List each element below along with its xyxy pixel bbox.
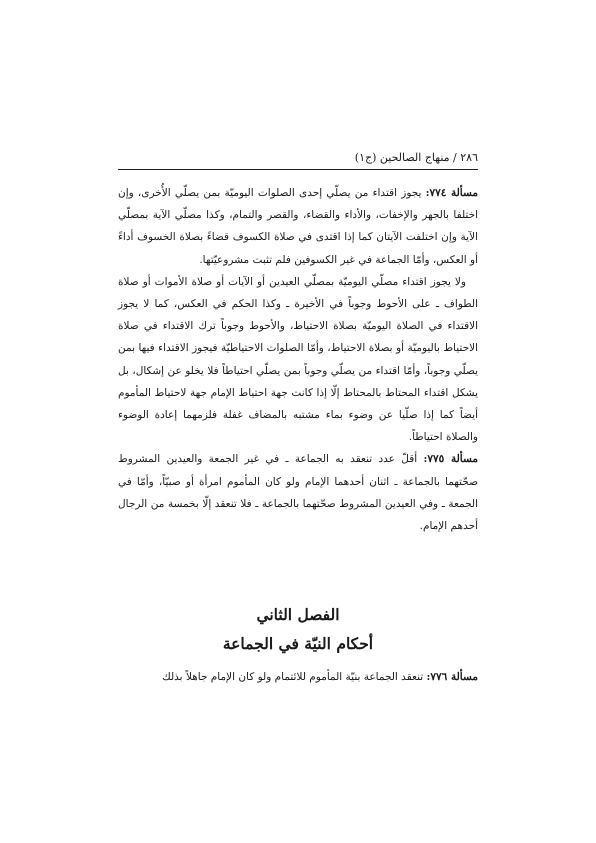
masala-774	[118, 182, 478, 271]
masala-775-text: أقلّ عدد تنعقد به الجماعة ـ في غير الجمعة والعيدين المشروط صحّتهما بالجماعة ـ اثنان أحدهما الإمام ولو كان المأموم امرأة أو صبيّاً، وأمّا في الجمعة ـ وفي العيدين المشروط صحّتهما بالجماعة ـ فلا تنعقد إلّا بخمسة من الرجال أحدهم الإمام.	[118, 453, 478, 533]
masala-776	[118, 666, 478, 688]
header-rule	[118, 169, 478, 170]
running-header: ٢٨٦ / منهاج الصالحين (ج١)	[354, 151, 478, 164]
masala-775	[118, 448, 478, 537]
masala-776-text: تنعقد الجماعة بنيّة المأموم للائتمام ولو كان الإمام جاهلاً بذلك	[162, 671, 427, 683]
chapter-title: الفصل الثاني	[256, 605, 340, 624]
paragraph-2: ولا يجوز اقتداء مصلّي اليوميّة بمصلّي العيدين أو الآيات أو صلاة الأموات أو صلاة الطواف ـ على الأحوط وجوباً في الأخيرة ـ وكذا الحكم في العكس، كما لا يجوز الاقتداء في الصلاة اليوميّة بصلاة الاحتياط، والأحوط وجوباً ترك الاقتداء في صلاة الاحتياط باليوميّة أو بصلاة الاحتياط، وأمّا الصلوات الاحتياطيّة فيجوز الاقتداء فيها بمن يصلّي وجوباً، وأمّا اقتداء من يصلّي وجوباً بمن يصلّي احتياطاً فلا يخلو عن إشكال، بل يشكل اقتداء المحتاط بالمحتاط إلّا إذا كانت جهة احتياط الإمام جهة لاحتياط المأموم أيضاً كما إذا صلّيا عن وضوء بماء مشتبه بالمضاف غفلة فلزمهما إعادة الوضوء والصلاة احتياطاً.	[118, 275, 478, 444]
chapter-subtitle: أحكام النيّة في الجماعة	[222, 634, 374, 653]
masala-776-label: مسألة ٧٧٦:	[426, 671, 478, 683]
masala-774-label: مسألة ٧٧٤:	[425, 187, 478, 199]
masala-774-text: يجوز اقتداء من يصلّي إحدى الصلوات اليوميّة بمن يصلّي الأُخرى، وإن اختلفا بالجهر والإخفات، والأداء والقضاء، والقصر والتمام، وكذا مصلّي الآية بمصلّي الآية وإن اختلفت الآيتان كما إذا اقتدى في صلاة الكسوف قضاءً بصلاة الخسوف أداءً أو العكس، وأمّا الجماعة في غير الكسوفين فلم تثبت مشروعيّتها.	[118, 187, 478, 266]
body-text	[118, 182, 478, 537]
masala-775-label: مسألة ٧٧٥:	[423, 453, 478, 466]
